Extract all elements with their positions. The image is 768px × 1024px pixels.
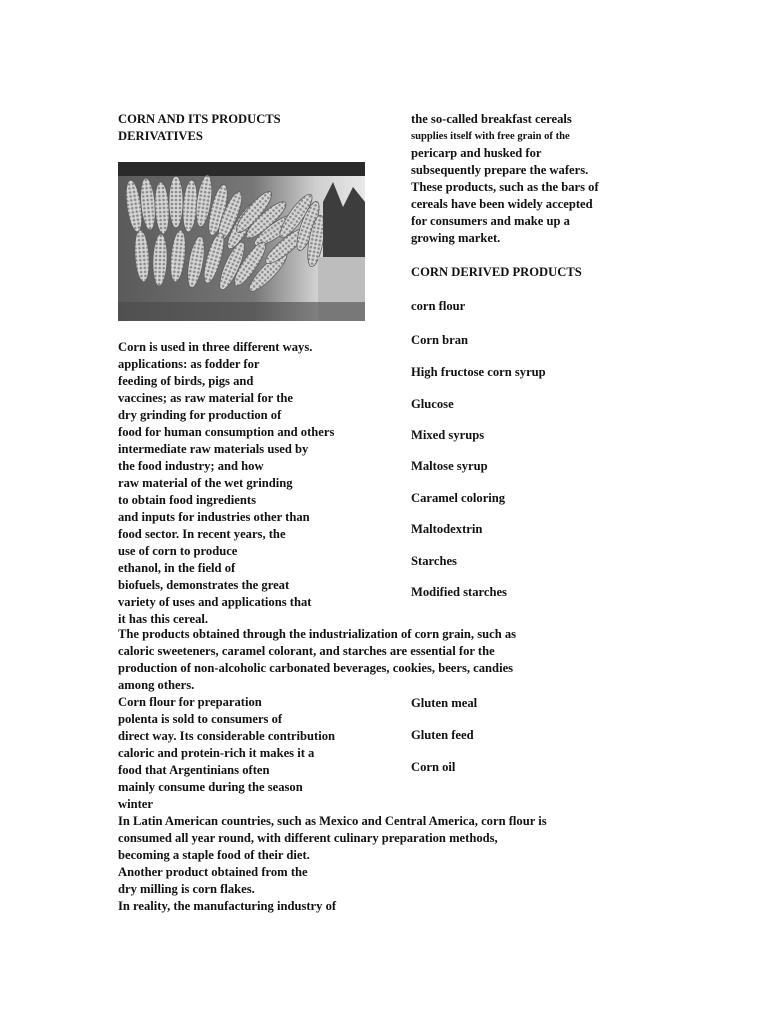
title-line: CORN AND ITS PRODUCTS bbox=[118, 112, 281, 126]
derived-product-item: Modified starches bbox=[411, 585, 507, 599]
text-line: becoming a staple food of their diet. bbox=[118, 848, 310, 862]
text-line: These products, such as the bars of bbox=[411, 180, 599, 194]
text-line: consumed all year round, with different culinary preparation methods, bbox=[118, 831, 498, 845]
text-line: vaccines; as raw material for the bbox=[118, 391, 293, 405]
text-line: direct way. Its considerable contribution bbox=[118, 729, 336, 743]
text-line: In reality, the manufacturing industry of bbox=[118, 899, 337, 913]
breakfast-cereals-paragraph bbox=[411, 111, 599, 247]
text-line: it has this cereal. bbox=[118, 612, 209, 626]
text-line: caloric sweeteners, caramel colorant, and starches are essential for the bbox=[118, 644, 495, 658]
text-line: production of non-alcoholic carbonated beverages, cookies, beers, candies bbox=[118, 661, 514, 675]
derived-product-item: Gluten feed bbox=[411, 728, 474, 742]
corn-cobs-photo bbox=[118, 162, 365, 321]
text-line: food that Argentinians often bbox=[118, 763, 270, 777]
text-line: feeding of birds, pigs and bbox=[118, 374, 254, 388]
corn-cob bbox=[169, 176, 183, 228]
text-line: dry milling is corn flakes. bbox=[118, 882, 255, 896]
text-line: Corn is used in three different ways. bbox=[118, 340, 313, 354]
text-line: the so-called breakfast cereals bbox=[411, 112, 572, 126]
corn-flakes-paragraph bbox=[118, 864, 336, 915]
text-line: growing market. bbox=[411, 231, 501, 245]
text-line: applications: as fodder for bbox=[118, 357, 260, 371]
text-line: The products obtained through the industrialization of corn grain, such as bbox=[118, 627, 517, 641]
text-line: food for human consumption and others bbox=[118, 425, 335, 439]
derived-product-item: Maltodextrin bbox=[411, 522, 483, 536]
text-line: for consumers and make up a bbox=[411, 214, 570, 228]
derived-product-item: Corn bran bbox=[411, 333, 469, 347]
text-line-small: supplies itself with free grain of the bbox=[411, 131, 570, 142]
corn-photo-drawing bbox=[118, 162, 365, 321]
text-line: cereals have been widely accepted bbox=[411, 197, 593, 211]
text-line: variety of uses and applications that bbox=[118, 595, 312, 609]
text-line: Another product obtained from the bbox=[118, 865, 308, 879]
text-line: food sector. In recent years, the bbox=[118, 527, 286, 541]
text-line: In Latin American countries, such as Mexico and Central America, corn flour is bbox=[118, 814, 547, 828]
derived-product-item: Caramel coloring bbox=[411, 491, 506, 505]
derived-product-item: High fructose corn syrup bbox=[411, 365, 546, 379]
text-line: intermediate raw materials used by bbox=[118, 442, 309, 456]
derived-product-item: Gluten meal bbox=[411, 696, 478, 710]
text-line: subsequently prepare the wafers. bbox=[411, 163, 589, 177]
latin-america-paragraph bbox=[118, 813, 547, 864]
derived-product-item: corn flour bbox=[411, 299, 466, 313]
intro-paragraph bbox=[118, 339, 334, 628]
derived-product-item: Maltose syrup bbox=[411, 459, 488, 473]
text-line: dry grinding for production of bbox=[118, 408, 282, 422]
derived-products-heading: CORN DERIVED PRODUCTS bbox=[411, 265, 582, 279]
text-line: the food industry; and how bbox=[118, 459, 264, 473]
text-line: to obtain food ingredients bbox=[118, 493, 256, 507]
derived-product-item: Starches bbox=[411, 554, 457, 568]
text-line: winter bbox=[118, 797, 153, 811]
page-title bbox=[118, 111, 281, 145]
text-line: pericarp and husked for bbox=[411, 146, 542, 160]
derived-product-item: Corn oil bbox=[411, 760, 456, 774]
derived-product-item: Glucose bbox=[411, 397, 454, 411]
title-line: DERIVATIVES bbox=[118, 129, 203, 143]
text-line: raw material of the wet grinding bbox=[118, 476, 293, 490]
text-line: mainly consume during the season bbox=[118, 780, 303, 794]
text-line: caloric and protein-rich it makes it a bbox=[118, 746, 315, 760]
text-line: among others. bbox=[118, 678, 195, 692]
text-line: biofuels, demonstrates the great bbox=[118, 578, 290, 592]
industrialization-paragraph bbox=[118, 626, 516, 694]
text-line: polenta is sold to consumers of bbox=[118, 712, 283, 726]
text-line: ethanol, in the field of bbox=[118, 561, 236, 575]
polenta-paragraph bbox=[118, 694, 335, 813]
text-line: and inputs for industries other than bbox=[118, 510, 310, 524]
text-line: use of corn to produce bbox=[118, 544, 238, 558]
derived-product-item: Mixed syrups bbox=[411, 428, 485, 442]
text-line: Corn flour for preparation bbox=[118, 695, 262, 709]
